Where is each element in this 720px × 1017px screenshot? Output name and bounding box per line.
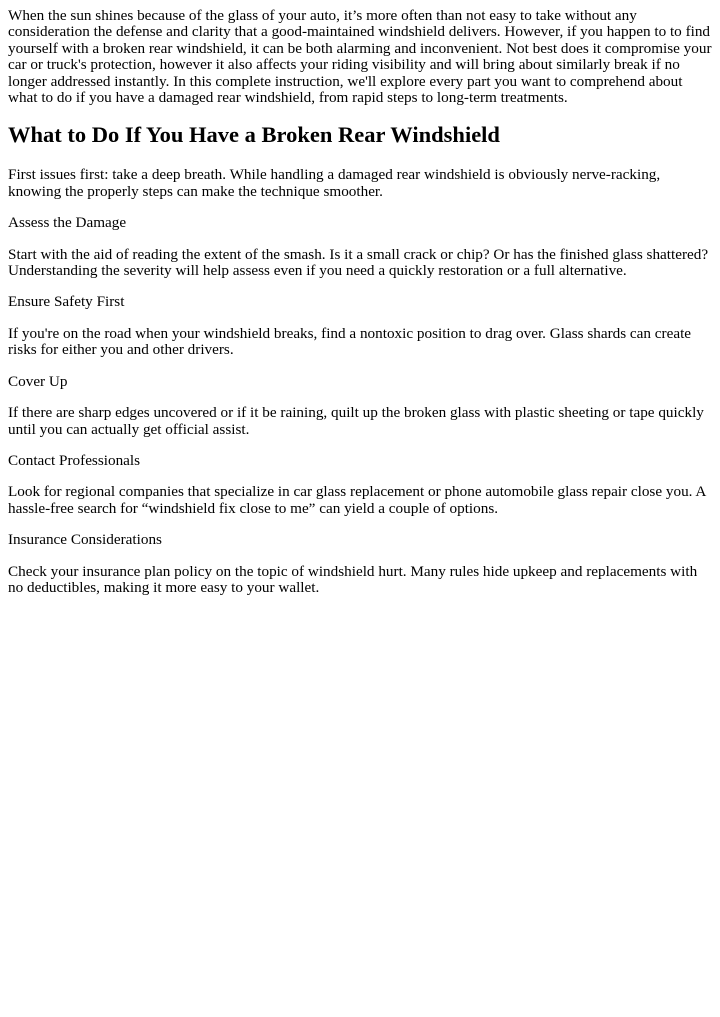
- step-body: Start with the aid of reading the extent of the smash. Is it a small crack or chip? Or has the finished glass shattered? Understanding the severity will help assess even if you need a quickly restoration or a full alternative.: [8, 245, 709, 280]
- step-body: Look for regional companies that specialize in car glass replacement or phone automobile glass repair close you. A hassle-free search for “windshield fix close to me” can yield a couple of options.: [8, 483, 706, 517]
- step-body: If there are sharp edges uncovered or if it be raining, quilt up the broken glass with plastic sheeting or tape quickly until you can actually get official assist.: [8, 404, 704, 438]
- intro-paragraph: When the sun shines because of the glass of your auto, it’s more often than not easy to take without any consideration the defense and clarity that a good-maintained windshield delivers. However, if you happen to to find yourself with a broken rear windshield, it can be both alarming and inconvenient. Not best does it compromise your car or truck's protection, however it also affects your riding visibility and will bring about similarly break if no longer addressed instantly. In this complete instruction, we'll explore every part you want to comprehend about what to do if you have a damaged rear windshield, from rapid steps to long-term treatments.: [8, 7, 712, 107]
- step-label: Assess the Damage: [8, 214, 127, 232]
- step-section-assess: [8, 215, 714, 279]
- step-label: Contact Professionals: [8, 451, 141, 469]
- step-section-safety: [8, 294, 714, 358]
- step-body: If you're on the road when your windshield breaks, find a nontoxic position to drag over. Glass shards can create risks for either you and other drivers.: [8, 324, 692, 359]
- step-label: Ensure Safety First: [8, 293, 125, 311]
- step-label: Cover Up: [8, 372, 68, 390]
- lead-paragraph: First issues first: take a deep breath. While handling a damaged rear windshield is obviously nerve-racking, knowing the properly steps can make the technique smoother.: [8, 166, 661, 200]
- step-body: Check your insurance plan policy on the topic of windshield hurt. Many rules hide upkeep and replacements with no deductibles, making it more easy to your wallet.: [8, 562, 698, 596]
- section-heading: What to Do If You Have a Broken Rear Windshield: [8, 122, 500, 148]
- step-section-contact: [8, 453, 714, 517]
- step-section-cover: [8, 374, 714, 438]
- step-label: Insurance Considerations: [8, 531, 162, 549]
- step-section-insurance: [8, 532, 714, 596]
